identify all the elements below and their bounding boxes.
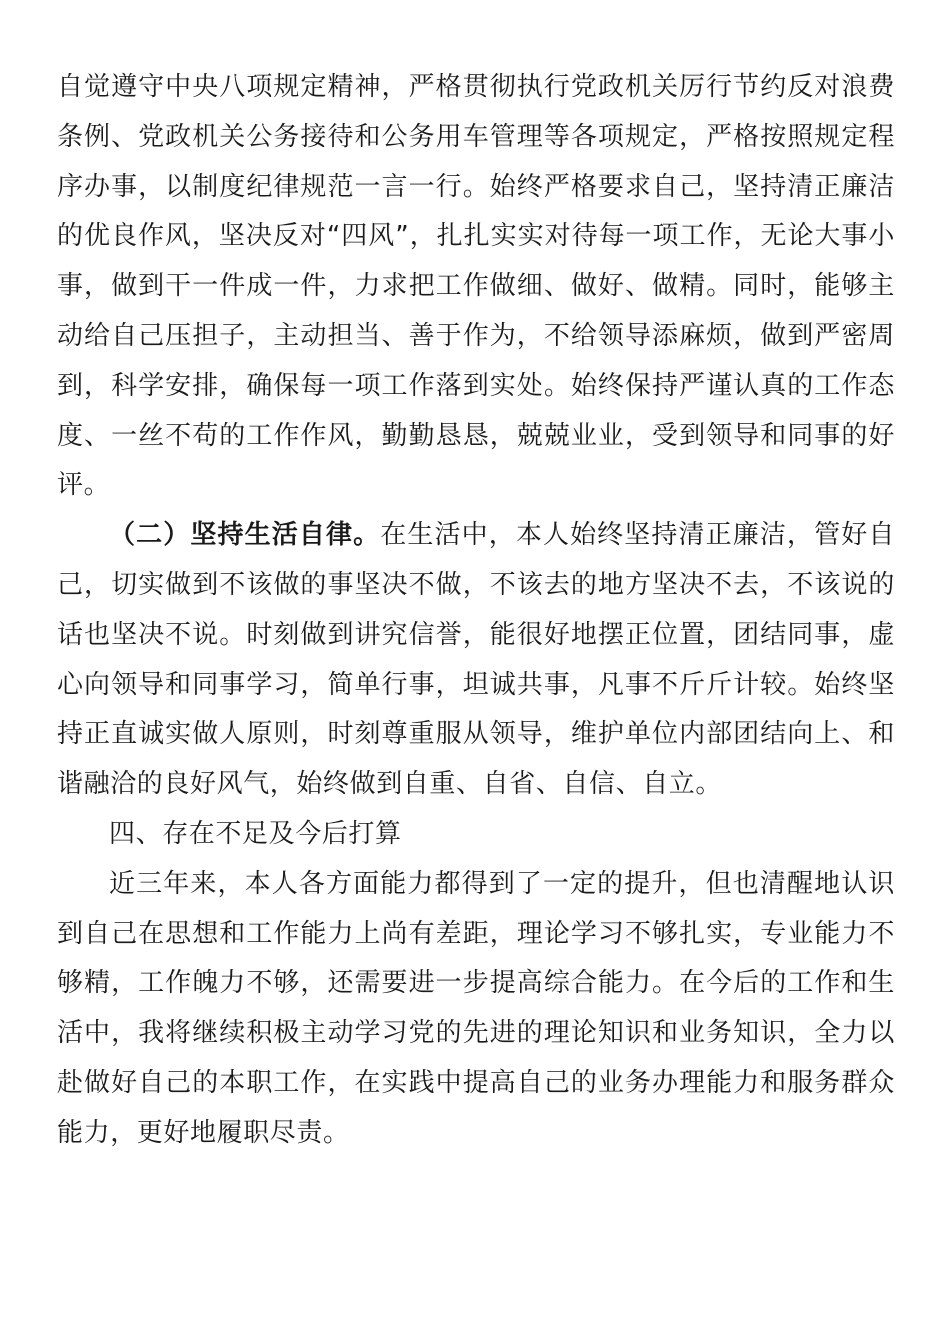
document-body xyxy=(57,63,895,1159)
paragraph-text: 近三年来，本人各方面能力都得到了一定的提升，但也清醒地认识到自己在思想和工作能力上尚有差距，理论学习不够扎实，专业能力不够精，工作魄力不够，还需要进一步提高综合能力。在今后的工作和生活中，我将继续积极主动学习党的先进的理论知识和业务知识，全力以赴做好自己的本职工作，在实践中提高自己的业务办理能力和服务群众能力，更好地履职尽责。 xyxy=(57,868,895,1148)
paragraph-discipline-work xyxy=(57,63,895,511)
paragraph-life-self-discipline xyxy=(57,511,895,810)
heading-text: 四、存在不足及今后打算 xyxy=(109,818,402,849)
paragraph-text: 在生活中，本人始终坚持清正廉洁，管好自己，切实做到不该做的事坚决不做，不该去的地方坚决不去，不该说的话也坚决不说。时刻做到讲究信誉，能很好地摆正位置，团结同事，虚心向领导和同事学习，简单行事，坦诚共事，凡事不斤斤计较。始终坚持正直诚实做人原则，时刻尊重服从领导，维护单位内部团结向上、和谐融洽的良好风气，始终做到自重、自省、自信、自立。 xyxy=(57,520,895,800)
section-heading-shortcomings xyxy=(57,810,895,860)
paragraph-text: 自觉遵守中央八项规定精神，严格贯彻执行党政机关厉行节约反对浪费条例、党政机关公务接待和公务用车管理等各项规定，严格按照规定程序办事，以制度纪律规范一言一行。始终严格要求自己，坚持清正廉洁的优良作风，坚决反对“四风”，扎扎实实对待每一项工作，无论大事小事，做到干一件成一件，力求把工作做细、做好、做精。同时，能够主动给自己压担子，主动担当、善于作为，不给领导添麻烦，做到严密周到，科学安排，确保每一项工作落到实处。始终保持严谨认真的工作态度、一丝不苟的工作作风，勤勤恳恳，兢兢业业，受到领导和同事的好评。 xyxy=(57,72,895,501)
paragraph-future-plans xyxy=(57,860,895,1159)
section-lead-heading: （二）坚持生活自律。 xyxy=(109,520,381,551)
